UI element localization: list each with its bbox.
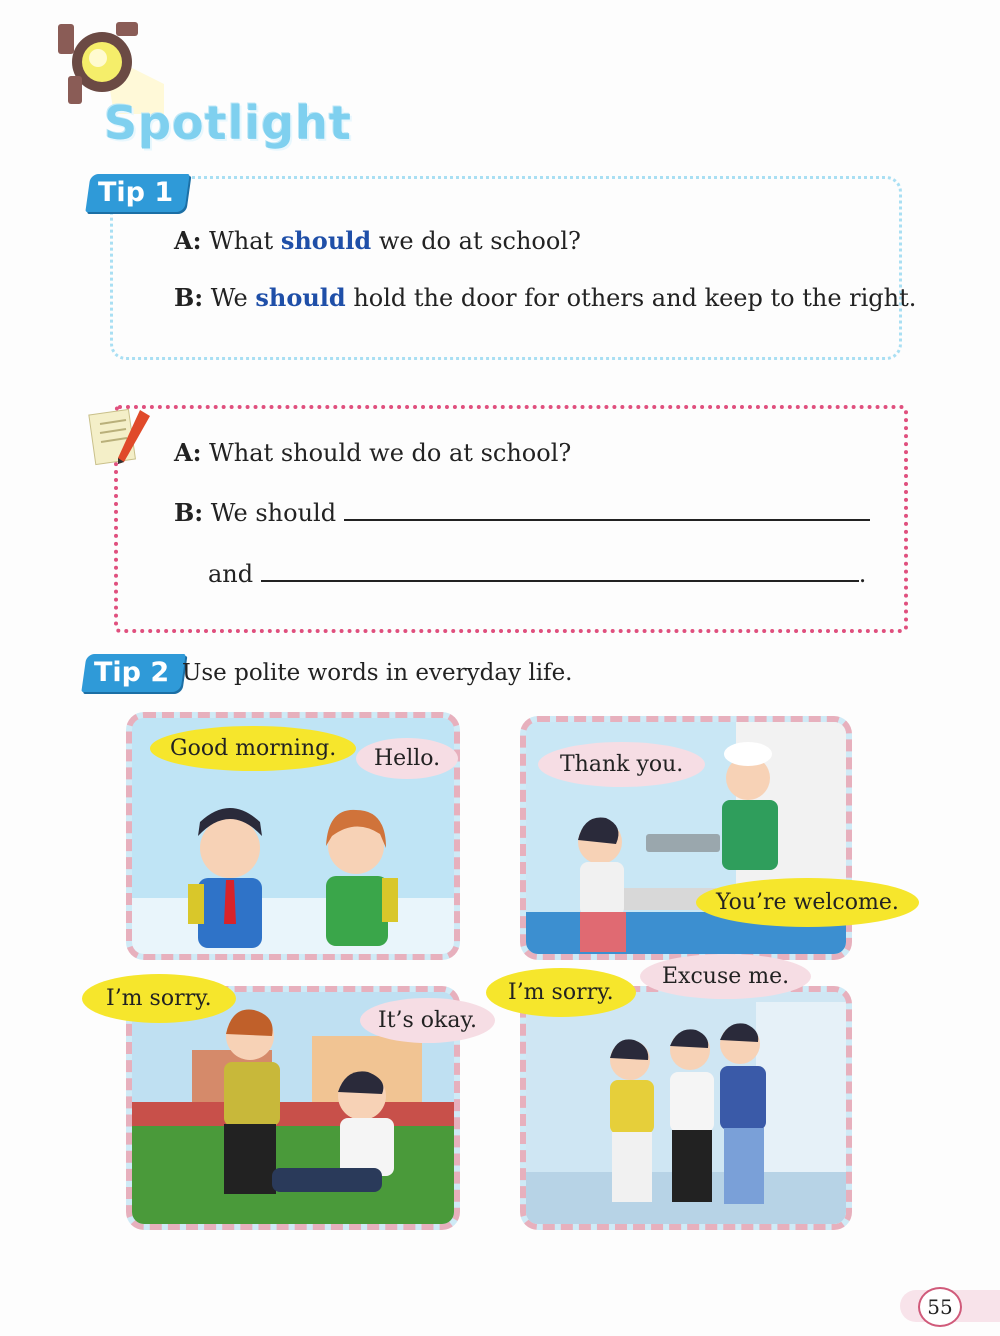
tip1-box [110, 176, 902, 360]
speech-bubble-good-morning: Good morning. [150, 726, 356, 771]
answer-blank-1[interactable] [344, 499, 870, 521]
notepad-pencil-icon [88, 406, 156, 468]
speech-bubble-im-sorry-1: I’m sorry. [82, 974, 236, 1023]
panel-sorry-corridor [520, 986, 852, 1230]
page-title: Spotlight [104, 96, 352, 150]
tip1-tab: Tip 1 [85, 174, 190, 212]
speech-bubble-hello: Hello. [356, 738, 458, 779]
speech-bubble-thank-you: Thank you. [538, 742, 705, 787]
tip1-line-a: A: What should we do at school? [174, 226, 581, 255]
page-number: 55 [918, 1287, 962, 1327]
speech-bubble-its-okay: It’s okay. [360, 998, 495, 1043]
tip2-instruction: Use polite words in everyday life. [182, 660, 573, 686]
exercise-line-c: and . [208, 560, 867, 588]
exercise-line-a: A: What should we do at school? [174, 438, 572, 467]
tip1-line-b: B: We should hold the door for others and keep to the right. [174, 283, 917, 312]
tip2-tab: Tip 2 [81, 654, 186, 692]
corridor-illustration [526, 992, 846, 1224]
speech-bubble-im-sorry-2: I’m sorry. [486, 968, 636, 1017]
speech-bubble-youre-welcome: You’re welcome. [696, 878, 919, 927]
exercise-line-b: B: We should [174, 498, 870, 527]
speech-bubble-excuse-me: Excuse me. [640, 954, 811, 999]
answer-blank-2[interactable] [261, 560, 859, 582]
